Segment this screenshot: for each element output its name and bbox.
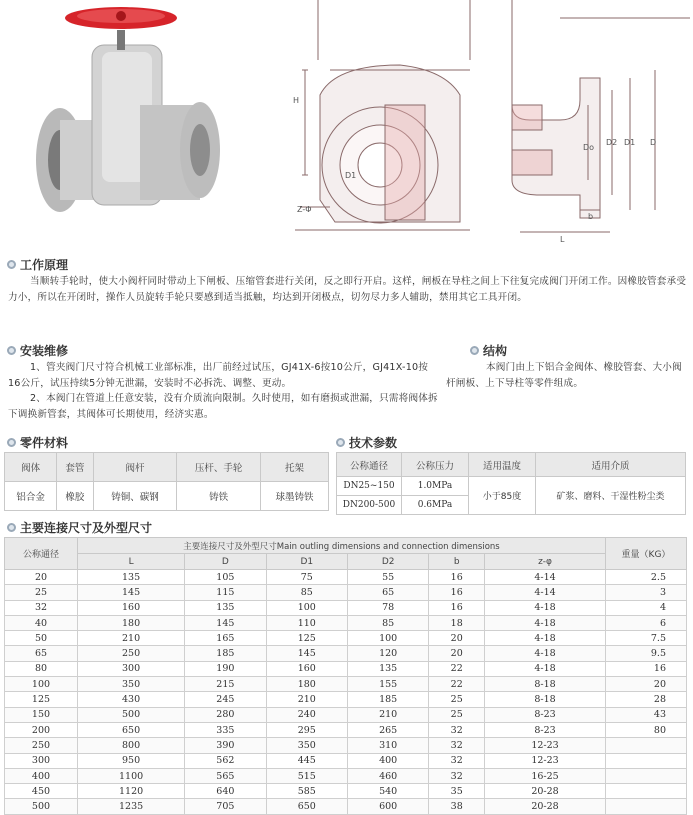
table-cell: 28 <box>606 692 687 707</box>
table-cell: 43 <box>606 707 687 722</box>
table-row <box>5 768 687 783</box>
dimensions-table-body <box>5 570 687 815</box>
table-cell: 210 <box>266 692 347 707</box>
table-cell: 540 <box>347 784 428 799</box>
table-cell: 4-18 <box>485 646 606 661</box>
table-cell: 400 <box>5 768 78 783</box>
table-cell: 400 <box>347 753 428 768</box>
valve-photo <box>36 7 220 212</box>
table-cell: 1100 <box>78 768 185 783</box>
table-row <box>337 477 686 496</box>
table-cell: 4-18 <box>485 615 606 630</box>
table-header-cell: 公称通径 <box>337 453 402 477</box>
table-cell: 1235 <box>78 799 185 814</box>
section-bullet-icon <box>7 438 16 447</box>
table-cell: 100 <box>266 600 347 615</box>
table-row <box>5 707 687 722</box>
table-cell: 430 <box>78 692 185 707</box>
section-bullet-icon <box>336 438 345 447</box>
table-cell: 115 <box>185 585 266 600</box>
table-cell: 4-14 <box>485 570 606 585</box>
table-cell: 32 <box>429 722 485 737</box>
table-cell: 78 <box>347 600 428 615</box>
label-b: b <box>588 212 594 221</box>
table-cell: 460 <box>347 768 428 783</box>
table-cell: 185 <box>185 646 266 661</box>
table-cell: 7.5 <box>606 631 687 646</box>
table-cell: 8-23 <box>485 722 606 737</box>
table-cell: 100 <box>5 677 78 692</box>
table-cell: 38 <box>429 799 485 814</box>
table-cell: 18 <box>429 615 485 630</box>
table-cell <box>606 799 687 814</box>
table-cell: 240 <box>266 707 347 722</box>
table-cell: 800 <box>78 738 185 753</box>
table-cell: 32 <box>429 768 485 783</box>
section-title-tech: 技术参数 <box>336 434 397 451</box>
front-view-drawing <box>295 0 470 230</box>
table-header-row <box>337 453 686 477</box>
table-cell: 950 <box>78 753 185 768</box>
table-cell: 265 <box>347 722 428 737</box>
table-cell: 280 <box>185 707 266 722</box>
table-cell: 20 <box>5 570 78 585</box>
table-cell: 25 <box>429 707 485 722</box>
table-header-row <box>5 538 687 554</box>
section-title-installation: 安装维修 <box>7 342 68 359</box>
table-cell: 562 <box>185 753 266 768</box>
section-bullet-icon <box>7 260 16 269</box>
table-cell: 25 <box>5 585 78 600</box>
table-cell: 20 <box>429 631 485 646</box>
table-row <box>5 482 329 511</box>
table-cell: 6 <box>606 615 687 630</box>
section-title-structure: 结构 <box>470 342 507 359</box>
table-cell: 铝合金 <box>5 482 57 511</box>
table-cell: 矿浆、磨料、干湿性粉尘类 <box>536 477 686 515</box>
table-row <box>5 646 687 661</box>
table-cell <box>606 738 687 753</box>
label-z-phi: Z-Φ <box>297 205 312 214</box>
table-cell <box>606 784 687 799</box>
table-cell: 75 <box>266 570 347 585</box>
side-view-drawing <box>512 0 690 232</box>
table-cell: 16-25 <box>485 768 606 783</box>
label-d1-left: D1 <box>345 171 357 180</box>
table-cell: 310 <box>347 738 428 753</box>
table-cell: 180 <box>266 677 347 692</box>
table-cell: 245 <box>185 692 266 707</box>
table-row <box>5 661 687 676</box>
section-bullet-icon <box>7 523 16 532</box>
table-cell: 55 <box>347 570 428 585</box>
table-cell: DN200-500 <box>337 496 402 515</box>
table-cell: 180 <box>78 615 185 630</box>
working-principle-text: 当顺转手轮时，使大小阀杆同时带动上下闸板、压缩管套进行关闭，反之即行开启。这样，闸板在导柱之间上下往复完成阀门开闭工作。因橡胶管套承受力小，所以在开闭时，操作人员旋转手轮只要感到适当抵触，均达到开闭极点，切勿尽力多人辅助，禁用其它工具开闭。 <box>8 276 687 303</box>
table-cell: 450 <box>5 784 78 799</box>
table-cell: 8-18 <box>485 692 606 707</box>
table-header-row <box>5 554 687 570</box>
label-d2: D2 <box>606 138 618 147</box>
table-cell: 145 <box>266 646 347 661</box>
table-cell: 135 <box>185 600 266 615</box>
table-cell: 4-18 <box>485 661 606 676</box>
table-header-cell: 重量（KG） <box>606 538 687 570</box>
table-cell: 705 <box>185 799 266 814</box>
table-cell: 105 <box>185 570 266 585</box>
table-cell: 22 <box>429 677 485 692</box>
table-cell: 16 <box>429 600 485 615</box>
table-row <box>5 784 687 799</box>
table-cell: 20 <box>429 646 485 661</box>
label-d1-right: D1 <box>624 138 636 147</box>
table-cell: 4-14 <box>485 585 606 600</box>
table-cell: 145 <box>78 585 185 600</box>
table-cell: 4 <box>606 600 687 615</box>
table-cell: 185 <box>347 692 428 707</box>
tech-table <box>336 452 686 515</box>
table-cell: 20-28 <box>485 784 606 799</box>
table-cell: 565 <box>185 768 266 783</box>
table-header-cell: 公称压力 <box>402 453 469 477</box>
table-cell: 32 <box>429 738 485 753</box>
table-cell: 295 <box>266 722 347 737</box>
installation-para-2: 2、本阀门在管道上任意安装，没有介质流向限制。久时使用，如有磨损或泄漏，只需将阀体拆下调换新管套，其阀体可长期使用，经济实惠。 <box>8 393 438 420</box>
table-cell: 20-28 <box>485 799 606 814</box>
table-cell: 85 <box>347 615 428 630</box>
table-cell: 铸铜、碳钢 <box>93 482 177 511</box>
table-header-cell: 套管 <box>57 453 93 482</box>
table-row <box>5 600 687 615</box>
table-cell: 65 <box>347 585 428 600</box>
table-cell: 8-23 <box>485 707 606 722</box>
table-cell: 32 <box>5 600 78 615</box>
table-header-cell: D <box>185 554 266 570</box>
table-header-cell: L <box>78 554 185 570</box>
table-cell: 40 <box>5 615 78 630</box>
table-cell: 250 <box>5 738 78 753</box>
table-cell: 300 <box>78 661 185 676</box>
table-row <box>5 753 687 768</box>
section-bullet-icon <box>7 346 16 355</box>
table-group-header: 主要连接尺寸及外型尺寸Main outling dimensions and connection dimensions <box>78 538 606 554</box>
table-cell: 585 <box>266 784 347 799</box>
label-do: Do <box>583 143 595 152</box>
table-header-cell: z-φ <box>485 554 606 570</box>
table-row <box>5 570 687 585</box>
table-cell: 160 <box>78 600 185 615</box>
table-row <box>5 677 687 692</box>
table-cell: 4-18 <box>485 600 606 615</box>
table-header-cell: 适用介质 <box>536 453 686 477</box>
table-header-cell: D2 <box>347 554 428 570</box>
table-cell: 110 <box>266 615 347 630</box>
table-cell: 190 <box>185 661 266 676</box>
table-header-cell: 托架 <box>261 453 329 482</box>
label-l: L <box>560 235 565 244</box>
section-title-materials: 零件材料 <box>7 434 68 451</box>
table-cell: 0.6MPa <box>402 496 469 515</box>
table-header-row <box>5 453 329 482</box>
table-cell: 4-18 <box>485 631 606 646</box>
table-cell: 445 <box>266 753 347 768</box>
table-cell: 小于85度 <box>469 477 536 515</box>
table-cell <box>606 768 687 783</box>
table-cell: 215 <box>185 677 266 692</box>
table-cell: 65 <box>5 646 78 661</box>
table-cell: 16 <box>429 570 485 585</box>
dimensions-table <box>4 537 687 815</box>
table-cell: 135 <box>78 570 185 585</box>
table-cell: 600 <box>347 799 428 814</box>
table-cell: 335 <box>185 722 266 737</box>
table-cell: 16 <box>429 585 485 600</box>
table-cell: 铸铁 <box>177 482 261 511</box>
table-cell: 12-23 <box>485 738 606 753</box>
table-header-cell: b <box>429 554 485 570</box>
table-cell: 1.0MPa <box>402 477 469 496</box>
table-cell: 80 <box>5 661 78 676</box>
table-cell: 165 <box>185 631 266 646</box>
table-cell <box>606 753 687 768</box>
table-row <box>5 738 687 753</box>
section-title-working-principle: 工作原理 <box>7 256 68 273</box>
label-h: H <box>293 96 300 105</box>
table-cell: 145 <box>185 615 266 630</box>
table-header-cell: 适用温度 <box>469 453 536 477</box>
section-title-dimensions: 主要连接尺寸及外型尺寸 <box>7 519 152 536</box>
table-row <box>5 615 687 630</box>
table-cell: 20 <box>606 677 687 692</box>
valve-illustration <box>0 0 693 250</box>
label-d: D <box>650 138 657 147</box>
table-cell: 650 <box>266 799 347 814</box>
table-row <box>5 692 687 707</box>
table-cell: 35 <box>429 784 485 799</box>
table-cell: 22 <box>429 661 485 676</box>
table-cell: 16 <box>606 661 687 676</box>
table-cell: 500 <box>78 707 185 722</box>
table-cell: 25 <box>429 692 485 707</box>
table-header-cell: 阀体 <box>5 453 57 482</box>
table-cell: 210 <box>347 707 428 722</box>
table-cell: 12-23 <box>485 753 606 768</box>
table-cell: 120 <box>347 646 428 661</box>
table-cell: 515 <box>266 768 347 783</box>
table-row <box>5 722 687 737</box>
table-cell: 球墨铸铁 <box>261 482 329 511</box>
table-cell: 350 <box>266 738 347 753</box>
table-cell: 85 <box>266 585 347 600</box>
table-cell: 橡胶 <box>57 482 93 511</box>
table-header-cell: 阀杆 <box>93 453 177 482</box>
table-cell: 200 <box>5 722 78 737</box>
table-row <box>5 631 687 646</box>
table-cell: 210 <box>78 631 185 646</box>
table-cell: 50 <box>5 631 78 646</box>
table-cell: 250 <box>78 646 185 661</box>
table-cell: 640 <box>185 784 266 799</box>
table-cell: 2.5 <box>606 570 687 585</box>
table-header-cell: 压杆、手轮 <box>177 453 261 482</box>
table-row <box>5 799 687 814</box>
materials-table <box>4 452 329 511</box>
table-cell: 100 <box>347 631 428 646</box>
table-header-cell: D1 <box>266 554 347 570</box>
table-cell: 3 <box>606 585 687 600</box>
table-cell: 390 <box>185 738 266 753</box>
table-row <box>5 585 687 600</box>
table-cell: 150 <box>5 707 78 722</box>
table-cell: 9.5 <box>606 646 687 661</box>
section-bullet-icon <box>470 346 479 355</box>
table-cell: 8-18 <box>485 677 606 692</box>
table-cell: 32 <box>429 753 485 768</box>
table-cell: 350 <box>78 677 185 692</box>
table-cell: 80 <box>606 722 687 737</box>
table-cell: 1120 <box>78 784 185 799</box>
table-cell: 500 <box>5 799 78 814</box>
structure-text: 本阀门由上下铝合金阀体、橡胶管套、大小阀杆闸板、上下导柱等零件组成。 <box>446 362 682 389</box>
table-cell: 650 <box>78 722 185 737</box>
table-cell: 125 <box>5 692 78 707</box>
table-cell: 300 <box>5 753 78 768</box>
table-cell: 160 <box>266 661 347 676</box>
table-cell: DN25~150 <box>337 477 402 496</box>
installation-para-1: 1、管夹阀门尺寸符合机械工业部标准，出厂前经过试压，GJ41X-6按10公斤，GJ41X-10按16公斤，试压持续5分钟无泄漏，安装时不必拆洗、调整、更动。 <box>8 362 429 389</box>
table-header-cell: 公称通径 <box>5 538 78 570</box>
table-cell: 125 <box>266 631 347 646</box>
table-cell: 135 <box>347 661 428 676</box>
table-cell: 155 <box>347 677 428 692</box>
